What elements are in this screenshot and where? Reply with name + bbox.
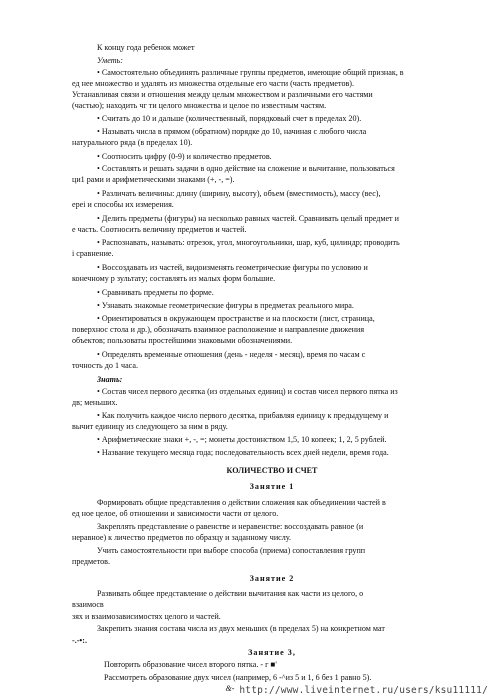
text-line: • Воссоздавать из частей, видоизменять геометрические фигуры по условию и [97, 263, 368, 272]
lesson-3-title: Занятие 3, [248, 648, 296, 657]
text-line: Рассмотреть образование двух чисел (например, 6 -^из 5 и 1, 6 без 1 равно 5). [104, 673, 372, 682]
text-line: Развивать общее представление о действии вычитания как части из целого, о [97, 589, 364, 598]
text-line: неравное) к личество предметов по образцу и заданному числу. [72, 533, 292, 542]
text-line: дв; меньших. [72, 398, 118, 407]
text-line: • Распознавать, называть: отрезок, угол, многоугольники, шар, куб, цилиндр; проводить [97, 238, 400, 247]
text-line: • Узнавать знакомые геометрические фигуры в предметах реального мира. [97, 301, 354, 310]
text-line: • Считать до 10 и дальше (количественный, порядковый счет в пределах 20). [97, 114, 362, 123]
watermark-url: http://www.liveinternet.ru/users/ksu11111/ [239, 685, 488, 696]
text-line: поверхнос стола и др.), обозначать взаимное расположение и направление движения [72, 325, 365, 334]
chapter-title: КОЛИЧЕСТВО И СЧЕТ [226, 466, 318, 475]
text-line: Повторить образование чисел второго пятка. - г ■' [104, 660, 277, 669]
text-line: ед ное целое, об отношении и зависимости части от целого. [72, 509, 279, 518]
intro-line: К концу года ребенок может [97, 43, 195, 52]
text-line: Закреплять представление о равенстве и неравенстве: воссоздавать равное (и [97, 522, 364, 531]
text-line: • Состав чисел первого десятка (из отдельных единиц) и состав чисел первого пятка из [97, 387, 398, 396]
scan-artifact: -.-•:. [72, 636, 87, 645]
text-line: конечному р зультату; составлять из малых форм большие. [72, 274, 276, 283]
text-line: • Арифметические знаки +, -, =; монеты достоинством 1,5, 10 копеек; 1, 2, 5 рублей. [97, 435, 387, 444]
text-line: Закрепить знания состава числа из двух меньших (в пределах 5) на конкретном мат [97, 624, 385, 633]
text-line: ед нее множество и удалять из множества отдельные его части (часть предметов). [72, 79, 355, 88]
text-line: • Ориентироваться в окружающем пространстве и на плоскости (лист, страница, [97, 314, 375, 323]
text-line: • Самостоятельно объединять различные группы предметов, имеющие общий признак, в [97, 68, 404, 77]
text-line: • Называть числа в прямом (обратном) порядке до 10, начиная с любого числа [97, 127, 367, 136]
text-line: • Название текущего месяца года; последовательность всех дней недели, время года. [97, 448, 389, 457]
text-line: взаимосв [72, 600, 104, 609]
text-line: зях и взаимозависимостях целого и частей. [72, 612, 221, 621]
text-line: і сравнение. [72, 249, 114, 258]
text-line: объектов; пользоваты простейшими знаковыми обозначениями. [72, 336, 293, 345]
section-know-heading: Знать: [97, 375, 123, 384]
text-line: (частью); находить чг ти целого множества и целое по известным частям. [72, 101, 327, 110]
text-line: натурального ряда (в пределах 10). [72, 138, 193, 147]
lesson-2-title: Занятие 2 [249, 574, 295, 583]
text-line: • Составлять и решать задачи в одно действие на сложение и вычитание, пользоваться [97, 164, 395, 173]
text-line: • Делить предметы (фигуры) на несколько равных частей. Сравнивать целый предмет и [97, 214, 399, 223]
lesson-1-title: Занятие 1 [249, 482, 295, 491]
text-line: ерei и способы их измерения. [72, 200, 174, 209]
text-line: Учить самостоятельности при выборе способа (приема) сопоставления групп [97, 546, 366, 555]
text-line: • Как получить каждое число первого десятка, прибавляя единицу к предыдущему и [97, 411, 389, 420]
section-skills-heading: Уметь: [97, 56, 123, 65]
text-line: предметов. [72, 557, 111, 566]
text-line: • Различать величины: длину (ширину, высоту), объем (вместимость), массу (вес), [97, 189, 381, 198]
text-line: • Сравнивать предметы по форме. [97, 288, 214, 297]
text-line: Формировать общие представления о действии сложения как объединении частей в [97, 498, 386, 507]
text-line: Устанавливая связи и отношения между целым множеством и различными его частями [72, 90, 373, 99]
text-line: ци1 рами и арифметическими знаками (+, -, =). [72, 175, 235, 184]
text-line: • Соотносить цифру (0-9) и количество предметов. [97, 152, 272, 161]
text-line: вычит единицу из следующего за ним в ряду. [72, 422, 228, 431]
text-line: • Определять временные отношения (день - неделя - месяц), время по часам с [97, 350, 366, 359]
text-line: е часть. Соотносить величину предметов и частей. [72, 225, 247, 234]
text-line: точность до 1 часа. [72, 361, 138, 370]
page-number: &- [225, 684, 235, 693]
